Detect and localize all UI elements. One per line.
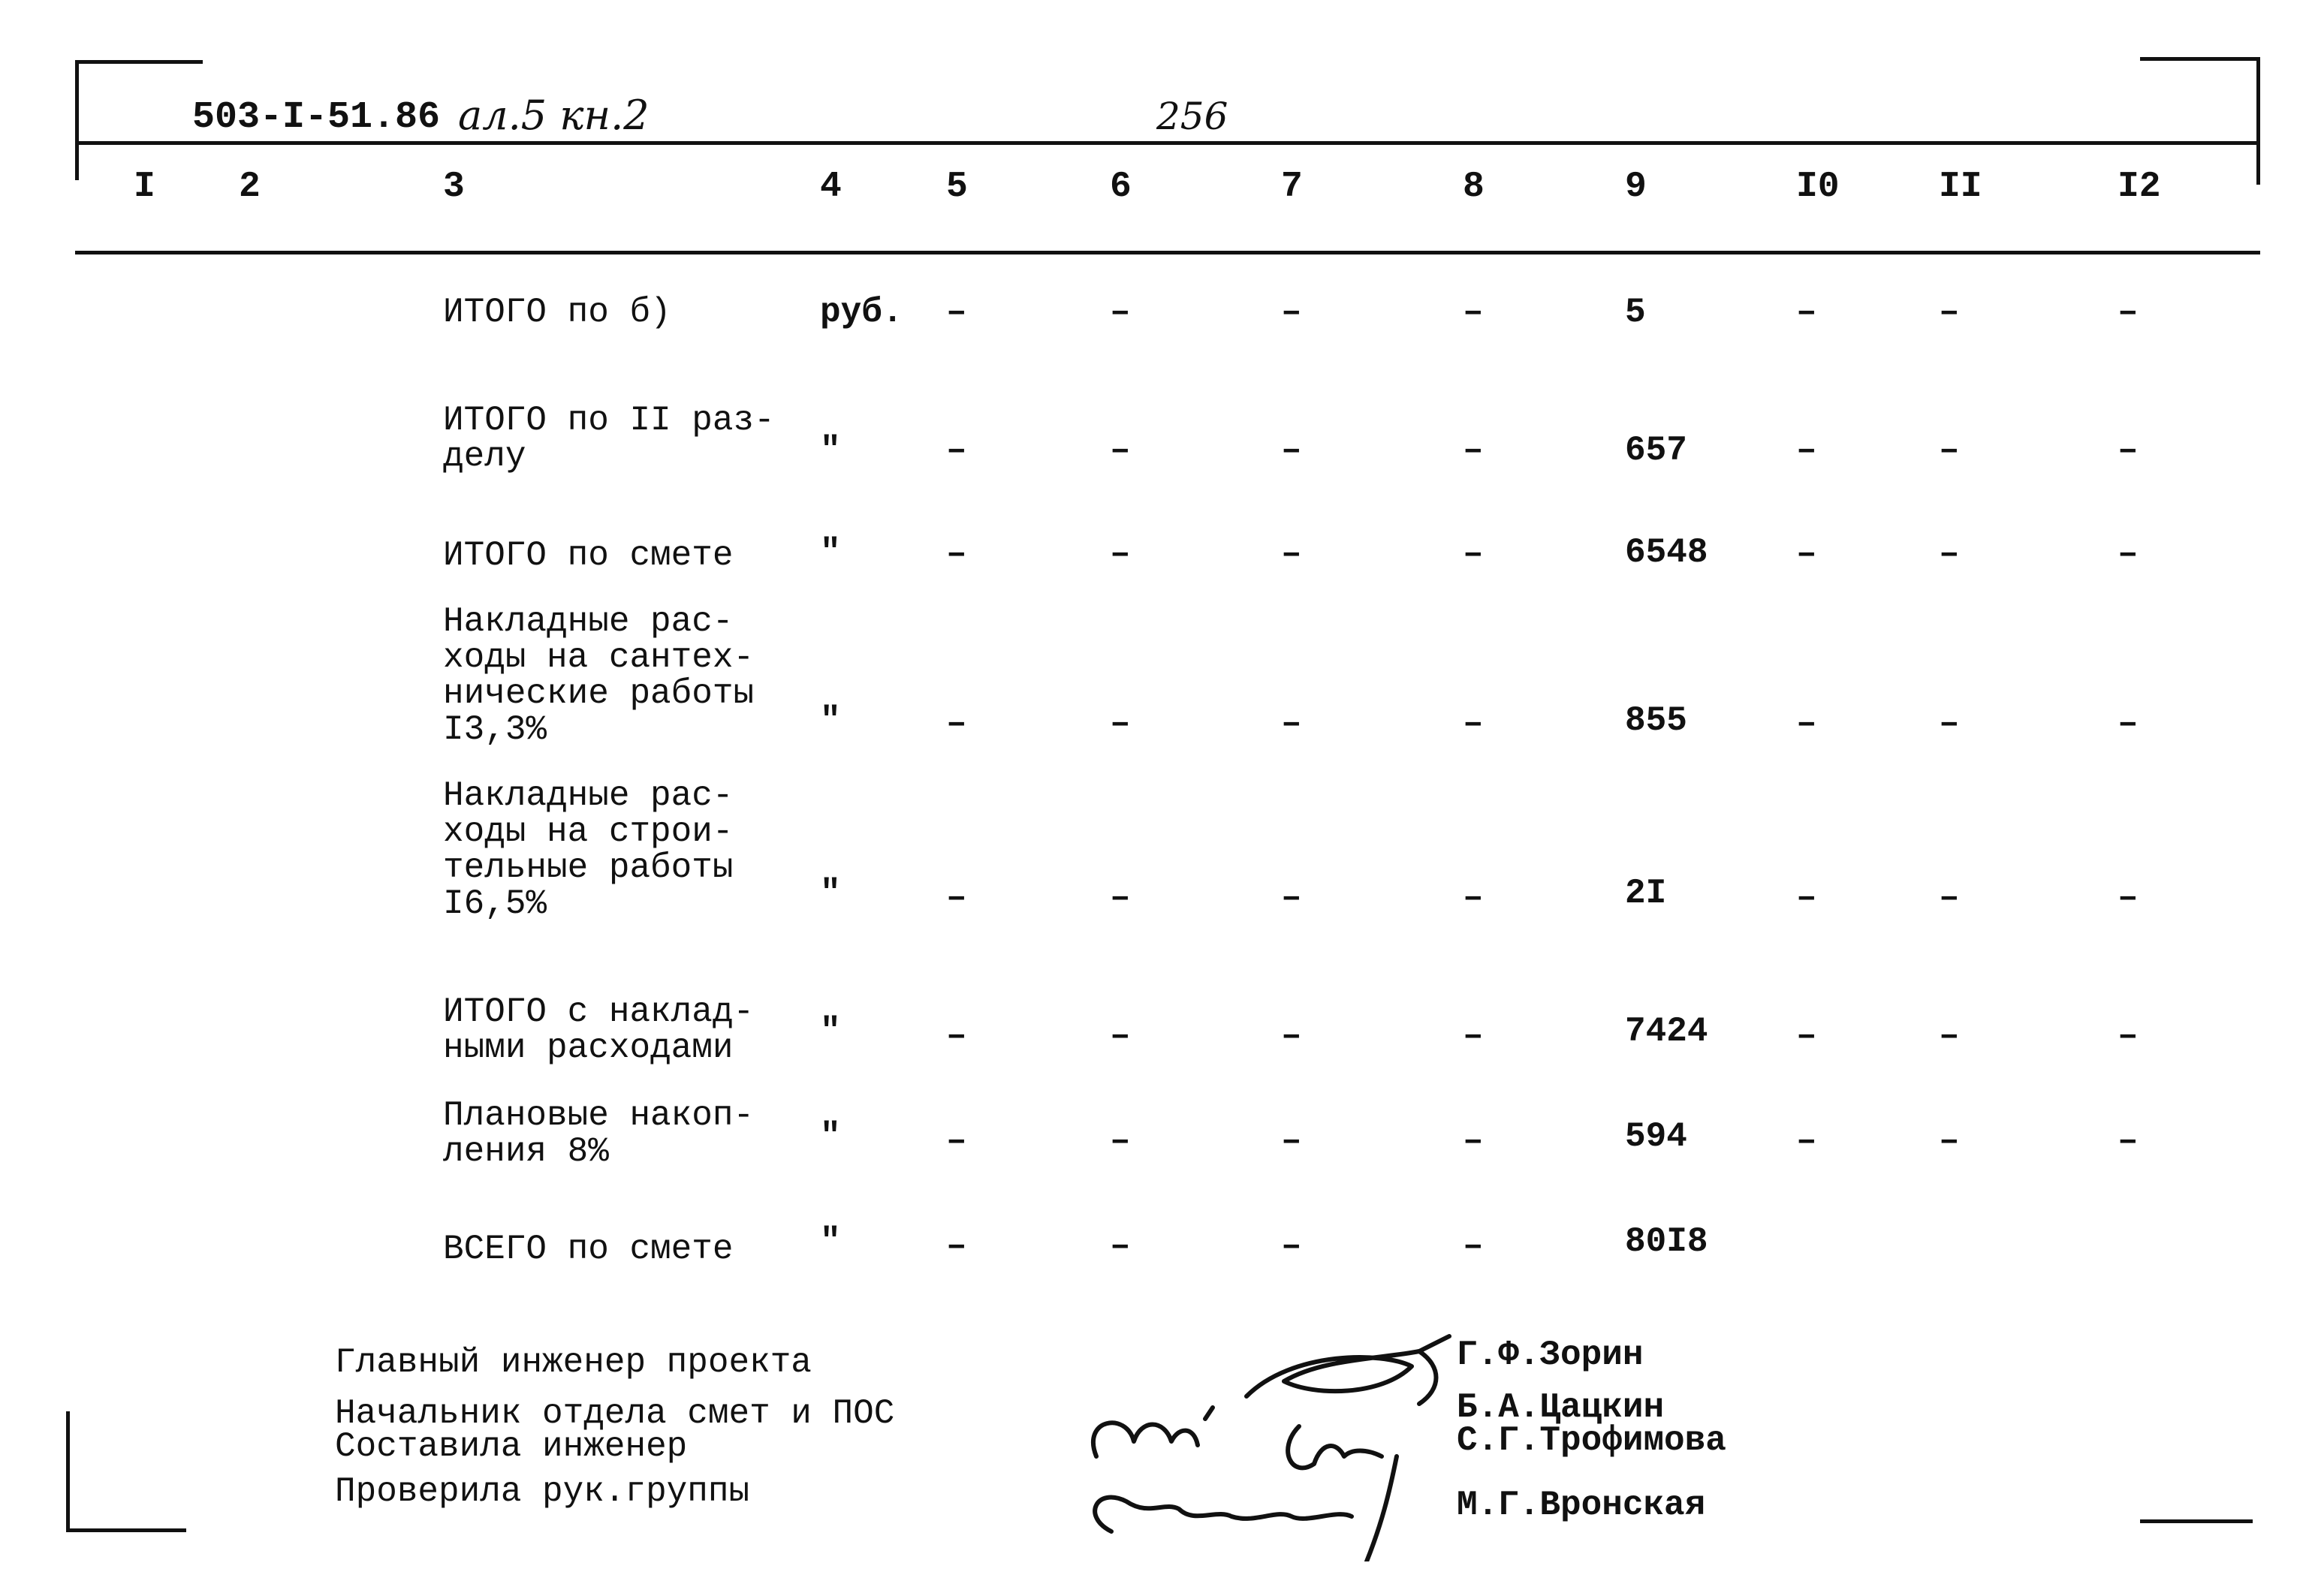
row-8-col7: – bbox=[1281, 1227, 1302, 1266]
column-number-6: 6 bbox=[1110, 167, 1132, 207]
row-3-description: ИТОГО по смете bbox=[443, 536, 734, 575]
row-6-col7: – bbox=[1281, 1016, 1302, 1055]
signature-name-tsatskin: Б.А.Цацкин bbox=[1457, 1388, 1665, 1427]
row-6-col12: – bbox=[2118, 1016, 2139, 1055]
signature-name-trofimova: С.Г.Трофимова bbox=[1457, 1421, 1726, 1460]
row-6-col10: – bbox=[1796, 1016, 1817, 1055]
row-6-col5: – bbox=[946, 1016, 967, 1055]
row-1-col7: – bbox=[1281, 293, 1302, 332]
signature-name-zorin: Г.Ф.Зорин bbox=[1457, 1336, 1644, 1375]
row-2-col12: – bbox=[2118, 431, 2139, 470]
row-1-unit: руб. bbox=[820, 293, 903, 332]
row-4-description: Накладные рас- ходы на сантех- нические работы I3,3% bbox=[443, 602, 755, 749]
row-7-description: Плановые накоп- ления 8% bbox=[443, 1096, 755, 1171]
frame-top-left-h bbox=[75, 60, 203, 64]
row-7-col6: – bbox=[1110, 1122, 1131, 1161]
row-8-col6: – bbox=[1110, 1227, 1131, 1266]
row-4-col10: – bbox=[1796, 704, 1817, 743]
row-2-col10: – bbox=[1796, 431, 1817, 470]
row-2-col9: 657 bbox=[1625, 431, 1687, 470]
row-2-unit: " bbox=[820, 431, 841, 470]
row-1-col10: – bbox=[1796, 293, 1817, 332]
row-4-col7: – bbox=[1281, 704, 1302, 743]
row-7-col12: – bbox=[2118, 1122, 2139, 1161]
row-7-col7: – bbox=[1281, 1122, 1302, 1161]
row-8-col5: – bbox=[946, 1227, 967, 1266]
column-header-rule bbox=[75, 251, 2260, 254]
row-2-description: ИТОГО по II раз- делу bbox=[443, 401, 775, 476]
row-5-col6: – bbox=[1110, 878, 1131, 917]
row-3-col5: – bbox=[946, 535, 967, 574]
frame-top-right-h bbox=[2140, 57, 2260, 61]
row-7-col11: – bbox=[1939, 1122, 1960, 1161]
column-number-7: 7 bbox=[1281, 167, 1303, 207]
row-2-col11: – bbox=[1939, 431, 1960, 470]
row-7-unit: " bbox=[820, 1117, 841, 1156]
row-5-col5: – bbox=[946, 878, 967, 917]
column-number-9: 9 bbox=[1625, 167, 1647, 207]
frame-top-left-v bbox=[75, 60, 79, 180]
row-2-col5: – bbox=[946, 431, 967, 470]
frame-top-right-v bbox=[2256, 57, 2260, 185]
signature-role-chief-engineer: Главный инженер проекта bbox=[335, 1343, 812, 1382]
row-3-col6: – bbox=[1110, 535, 1131, 574]
signature-name-vronskaya: М.Г.Вронская bbox=[1457, 1486, 1706, 1525]
column-number-8: 8 bbox=[1463, 167, 1485, 207]
page-number: 256 bbox=[1156, 95, 1228, 138]
row-4-col11: – bbox=[1939, 704, 1960, 743]
row-6-unit: " bbox=[820, 1012, 841, 1051]
row-6-col8: – bbox=[1463, 1016, 1484, 1055]
handwritten-reference: ал.5 кн.2 bbox=[458, 92, 650, 139]
row-2-col8: – bbox=[1463, 431, 1484, 470]
frame-bottom-left-h bbox=[66, 1528, 186, 1532]
column-number-2: 2 bbox=[239, 167, 261, 207]
row-8-col9: 80I8 bbox=[1625, 1222, 1708, 1261]
row-4-col6: – bbox=[1110, 704, 1131, 743]
row-2-col6: – bbox=[1110, 431, 1131, 470]
row-1-col12: – bbox=[2118, 293, 2139, 332]
row-1-col5: – bbox=[946, 293, 967, 332]
row-5-col8: – bbox=[1463, 878, 1484, 917]
row-2-col7: – bbox=[1281, 431, 1302, 470]
row-5-col11: – bbox=[1939, 878, 1960, 917]
row-6-col11: – bbox=[1939, 1016, 1960, 1055]
row-6-description: ИТОГО с наклад- ными расходами bbox=[443, 992, 755, 1068]
handwritten-signatures bbox=[1066, 1306, 1487, 1561]
row-5-col9: 2I bbox=[1625, 874, 1667, 913]
row-8-description: ВСЕГО по смете bbox=[443, 1230, 734, 1269]
frame-bottom-left-v bbox=[66, 1411, 70, 1531]
row-3-col10: – bbox=[1796, 535, 1817, 574]
row-7-col9: 594 bbox=[1625, 1117, 1687, 1156]
row-4-col5: – bbox=[946, 704, 967, 743]
column-number-11: II bbox=[1939, 167, 1982, 207]
row-3-col9: 6548 bbox=[1625, 533, 1708, 572]
header-rule bbox=[75, 141, 2260, 145]
row-1-col11: – bbox=[1939, 293, 1960, 332]
row-1-description: ИТОГО по б) bbox=[443, 293, 671, 332]
row-5-col12: – bbox=[2118, 878, 2139, 917]
row-6-col6: – bbox=[1110, 1016, 1131, 1055]
row-1-col6: – bbox=[1110, 293, 1131, 332]
row-3-col8: – bbox=[1463, 535, 1484, 574]
column-number-12: I2 bbox=[2118, 167, 2161, 207]
row-7-col5: – bbox=[946, 1122, 967, 1161]
row-1-col8: – bbox=[1463, 293, 1484, 332]
row-3-col7: – bbox=[1281, 535, 1302, 574]
column-number-1: I bbox=[134, 167, 155, 207]
signature-role-department-head: Начальник отдела смет и ПОС bbox=[335, 1394, 895, 1433]
row-6-col9: 7424 bbox=[1625, 1012, 1708, 1051]
column-number-10: I0 bbox=[1796, 167, 1840, 207]
row-5-description: Накладные рас- ходы на строи- тельные работы I6,5% bbox=[443, 776, 734, 923]
row-4-col12: – bbox=[2118, 704, 2139, 743]
row-3-col12: – bbox=[2118, 535, 2139, 574]
row-4-unit: " bbox=[820, 701, 841, 740]
document-code: 503-I-51.86 bbox=[192, 96, 441, 139]
row-8-col8: – bbox=[1463, 1227, 1484, 1266]
row-1-col9: 5 bbox=[1625, 293, 1646, 332]
row-4-col9: 855 bbox=[1625, 701, 1687, 740]
signature-role-compiled-by: Составила инженер bbox=[335, 1427, 688, 1466]
row-5-col10: – bbox=[1796, 878, 1817, 917]
row-8-unit: " bbox=[820, 1222, 841, 1261]
row-5-unit: " bbox=[820, 874, 841, 913]
row-3-col11: – bbox=[1939, 535, 1960, 574]
row-7-col10: – bbox=[1796, 1122, 1817, 1161]
row-7-col8: – bbox=[1463, 1122, 1484, 1161]
row-4-col8: – bbox=[1463, 704, 1484, 743]
column-number-4: 4 bbox=[820, 167, 842, 207]
row-3-unit: " bbox=[820, 533, 841, 572]
frame-bottom-right-h bbox=[2140, 1519, 2253, 1523]
signature-role-checked-by: Проверила рук.группы bbox=[335, 1472, 750, 1511]
column-number-3: 3 bbox=[443, 167, 465, 207]
row-5-col7: – bbox=[1281, 878, 1302, 917]
column-number-5: 5 bbox=[946, 167, 968, 207]
